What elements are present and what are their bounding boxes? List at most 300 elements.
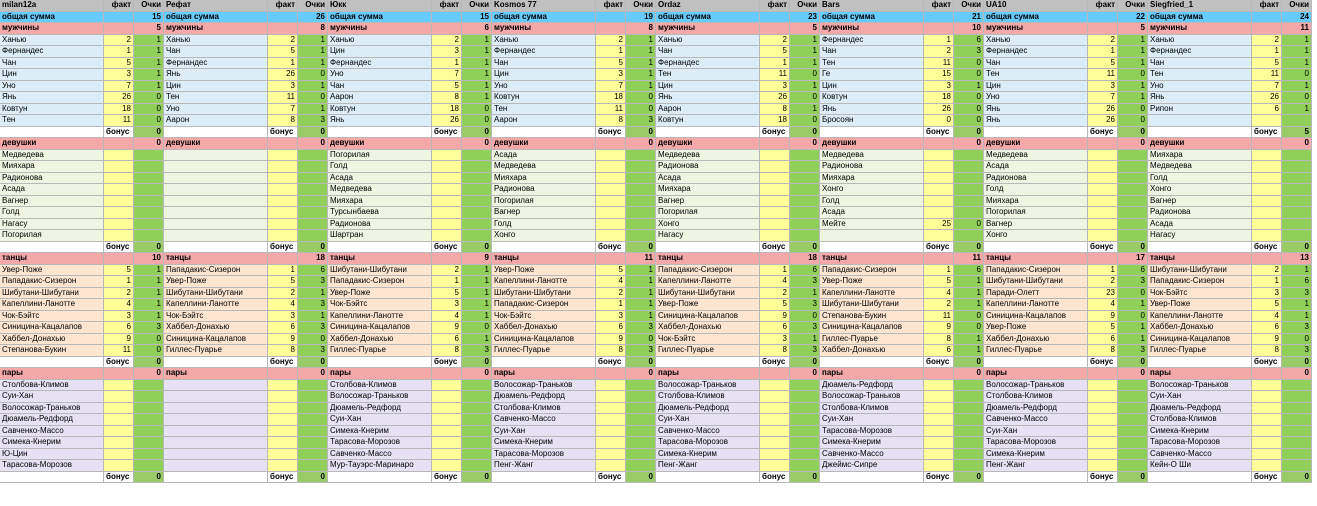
athlete-cell[interactable]: Капеллини-Ланотте [328, 311, 432, 323]
athlete-cell[interactable]: Голд [984, 184, 1088, 196]
points-cell[interactable] [626, 184, 656, 196]
section-header-dances[interactable]: танцы [492, 253, 596, 265]
athlete-cell[interactable]: Шибутани-Шибутани [1148, 265, 1252, 277]
fact-cell[interactable]: 4 [760, 276, 790, 288]
fact-cell[interactable]: 1 [596, 46, 626, 58]
points-cell[interactable]: 0 [298, 334, 328, 346]
points-cell[interactable]: 1 [462, 81, 492, 93]
fact-cell[interactable] [1252, 230, 1282, 242]
athlete-cell[interactable] [164, 437, 268, 449]
athlete-cell[interactable]: Нагасу [1148, 230, 1252, 242]
points-cell[interactable] [626, 380, 656, 392]
athlete-cell[interactable]: Ханью [1148, 35, 1252, 47]
athlete-cell[interactable]: Столбова-Климов [328, 380, 432, 392]
ochki-header-cell[interactable]: Очки [134, 0, 164, 12]
section-score-men[interactable]: 10 [954, 23, 984, 35]
points-cell[interactable] [462, 230, 492, 242]
fact-cell[interactable] [1088, 460, 1118, 472]
points-cell[interactable]: 1 [1118, 58, 1148, 70]
points-cell[interactable] [626, 414, 656, 426]
fact-cell[interactable]: 11 [760, 69, 790, 81]
fact-cell[interactable] [1088, 414, 1118, 426]
total-label-cell[interactable]: общая сумма [656, 12, 760, 24]
bonus-label-cell[interactable]: бонус [596, 127, 626, 139]
fact-cell[interactable]: 25 [924, 219, 954, 231]
section-header-pairs[interactable]: пары [328, 368, 432, 380]
athlete-cell[interactable]: Радионова [0, 173, 104, 185]
bonus-score-cell[interactable]: 0 [1118, 472, 1148, 484]
athlete-cell[interactable]: Суи-Хан [656, 414, 760, 426]
section-fakt-women[interactable] [104, 138, 134, 150]
athlete-cell[interactable]: Янь [984, 104, 1088, 116]
fact-cell[interactable]: 11 [268, 92, 298, 104]
points-cell[interactable] [1118, 414, 1148, 426]
section-score-dances[interactable]: 13 [1282, 253, 1312, 265]
athlete-cell[interactable]: Цин [984, 81, 1088, 93]
points-cell[interactable]: 1 [954, 299, 984, 311]
fact-cell[interactable] [1088, 184, 1118, 196]
player-name-cell[interactable]: Ordaz [656, 0, 760, 12]
points-cell[interactable]: 0 [1118, 115, 1148, 127]
athlete-cell[interactable]: Асада [984, 161, 1088, 173]
points-cell[interactable]: 0 [626, 92, 656, 104]
total-label-cell[interactable]: общая сумма [1148, 12, 1252, 24]
points-cell[interactable] [954, 173, 984, 185]
athlete-cell[interactable]: Ковтун [0, 104, 104, 116]
fakt-header-cell[interactable]: факт [1252, 0, 1282, 12]
fact-cell[interactable] [760, 380, 790, 392]
fact-cell[interactable] [596, 449, 626, 461]
athlete-cell[interactable]: Фернандес [984, 46, 1088, 58]
points-cell[interactable] [298, 230, 328, 242]
points-cell[interactable]: 0 [790, 311, 820, 323]
fact-cell[interactable] [432, 449, 462, 461]
fact-cell[interactable] [268, 426, 298, 438]
points-cell[interactable] [626, 449, 656, 461]
fact-cell[interactable]: 7 [1088, 92, 1118, 104]
points-cell[interactable] [626, 150, 656, 162]
athlete-cell[interactable]: Ханью [492, 35, 596, 47]
fact-cell[interactable] [924, 391, 954, 403]
fact-cell[interactable] [760, 219, 790, 231]
fact-cell[interactable]: 3 [268, 81, 298, 93]
points-cell[interactable] [954, 184, 984, 196]
athlete-cell[interactable]: Тен [164, 92, 268, 104]
athlete-cell[interactable]: Волосожар-Траньков [328, 391, 432, 403]
points-cell[interactable]: 0 [134, 115, 164, 127]
fact-cell[interactable] [268, 460, 298, 472]
points-cell[interactable] [462, 391, 492, 403]
points-cell[interactable]: 1 [298, 288, 328, 300]
fact-cell[interactable]: 2 [596, 288, 626, 300]
points-cell[interactable] [1282, 207, 1312, 219]
fact-cell[interactable] [924, 403, 954, 415]
fact-cell[interactable]: 8 [596, 345, 626, 357]
section-fakt-women[interactable] [760, 138, 790, 150]
athlete-cell[interactable]: Шибутани-Шибутани [492, 288, 596, 300]
points-cell[interactable] [298, 184, 328, 196]
fact-cell[interactable]: 4 [596, 276, 626, 288]
bonus-label-cell[interactable]: бонус [432, 357, 462, 369]
fact-cell[interactable] [432, 391, 462, 403]
points-cell[interactable]: 1 [790, 104, 820, 116]
fact-cell[interactable]: 5 [760, 46, 790, 58]
fact-cell[interactable] [1252, 115, 1282, 127]
fact-cell[interactable]: 3 [596, 311, 626, 323]
points-cell[interactable]: 0 [790, 69, 820, 81]
points-cell[interactable] [462, 161, 492, 173]
points-cell[interactable]: 1 [1282, 299, 1312, 311]
section-header-women[interactable]: девушки [1148, 138, 1252, 150]
section-score-dances[interactable]: 18 [790, 253, 820, 265]
fact-cell[interactable] [596, 150, 626, 162]
points-cell[interactable] [954, 207, 984, 219]
points-cell[interactable]: 1 [954, 81, 984, 93]
points-cell[interactable] [1282, 380, 1312, 392]
bonus-label-cell[interactable]: бонус [760, 357, 790, 369]
player-name-cell[interactable]: UA10 [984, 0, 1088, 12]
fact-cell[interactable]: 3 [760, 334, 790, 346]
athlete-cell[interactable]: Уно [1148, 81, 1252, 93]
bonus-score-cell[interactable]: 0 [790, 242, 820, 254]
athlete-cell[interactable]: Савченко-Массо [984, 414, 1088, 426]
bonus-spacer-cell[interactable] [0, 472, 104, 484]
fact-cell[interactable]: 2 [432, 265, 462, 277]
athlete-cell[interactable]: Синицина-Кацалапов [0, 322, 104, 334]
section-score-women[interactable]: 0 [626, 138, 656, 150]
points-cell[interactable]: 3 [298, 299, 328, 311]
athlete-cell[interactable]: Цин [492, 69, 596, 81]
points-cell[interactable]: 3 [298, 115, 328, 127]
athlete-cell[interactable]: Волосожар-Траньков [1148, 380, 1252, 392]
points-cell[interactable] [134, 426, 164, 438]
fakt-header-cell[interactable]: факт [596, 0, 626, 12]
fact-cell[interactable]: 1 [432, 58, 462, 70]
points-cell[interactable]: 1 [134, 265, 164, 277]
bonus-label-cell[interactable]: бонус [924, 472, 954, 484]
athlete-cell[interactable]: Савченко-Массо [492, 414, 596, 426]
bonus-label-cell[interactable]: бонус [1088, 127, 1118, 139]
athlete-cell[interactable]: Хонго [1148, 184, 1252, 196]
points-cell[interactable] [1118, 161, 1148, 173]
points-cell[interactable]: 0 [298, 69, 328, 81]
points-cell[interactable]: 1 [954, 334, 984, 346]
section-header-men[interactable]: мужчины [164, 23, 268, 35]
points-cell[interactable]: 1 [790, 46, 820, 58]
athlete-cell[interactable]: Симека-Кнерим [0, 437, 104, 449]
total-score-cell[interactable]: 26 [298, 12, 328, 24]
points-cell[interactable] [790, 184, 820, 196]
points-cell[interactable]: 3 [298, 276, 328, 288]
section-fakt-men[interactable] [596, 23, 626, 35]
points-cell[interactable]: 1 [626, 69, 656, 81]
points-cell[interactable] [1282, 437, 1312, 449]
fact-cell[interactable]: 18 [760, 115, 790, 127]
points-cell[interactable] [462, 150, 492, 162]
points-cell[interactable] [1282, 460, 1312, 472]
points-cell[interactable] [1282, 403, 1312, 415]
points-cell[interactable] [1118, 449, 1148, 461]
athlete-cell[interactable]: Бросоян [820, 115, 924, 127]
athlete-cell[interactable]: Чок-Бэйтс [1148, 288, 1252, 300]
points-cell[interactable]: 0 [954, 69, 984, 81]
athlete-cell[interactable]: Асада [0, 184, 104, 196]
fact-cell[interactable]: 5 [1088, 58, 1118, 70]
athlete-cell[interactable]: Нагасу [656, 230, 760, 242]
athlete-cell[interactable]: Столбова-Климов [984, 391, 1088, 403]
fact-cell[interactable]: 2 [760, 35, 790, 47]
section-score-pairs[interactable]: 0 [626, 368, 656, 380]
athlete-cell[interactable]: Тен [820, 58, 924, 70]
bonus-label-cell[interactable]: бонус [1252, 472, 1282, 484]
bonus-score-cell[interactable]: 0 [954, 472, 984, 484]
athlete-cell[interactable]: Фернандес [1148, 46, 1252, 58]
athlete-cell[interactable]: Капеллини-Ланотте [984, 299, 1088, 311]
section-fakt-men[interactable] [924, 23, 954, 35]
athlete-cell[interactable]: Волосожар-Траньков [492, 380, 596, 392]
athlete-cell[interactable]: Фернандес [820, 35, 924, 47]
fact-cell[interactable]: 8 [432, 92, 462, 104]
fact-cell[interactable]: 4 [1252, 311, 1282, 323]
athlete-cell[interactable]: Хаббел-Донахью [820, 345, 924, 357]
points-cell[interactable] [462, 196, 492, 208]
fact-cell[interactable] [104, 230, 134, 242]
athlete-cell[interactable]: Чан [164, 46, 268, 58]
points-cell[interactable]: 3 [626, 322, 656, 334]
bonus-spacer-cell[interactable] [164, 242, 268, 254]
section-header-men[interactable]: мужчины [328, 23, 432, 35]
points-cell[interactable] [1282, 426, 1312, 438]
fact-cell[interactable]: 5 [432, 81, 462, 93]
fact-cell[interactable] [268, 161, 298, 173]
fact-cell[interactable]: 2 [1088, 35, 1118, 47]
bonus-label-cell[interactable]: бонус [432, 242, 462, 254]
athlete-cell[interactable]: Симека-Кнерим [656, 449, 760, 461]
athlete-cell[interactable]: Ханью [656, 35, 760, 47]
fact-cell[interactable] [596, 219, 626, 231]
bonus-label-cell[interactable]: бонус [1252, 242, 1282, 254]
fact-cell[interactable]: 1 [1088, 265, 1118, 277]
fact-cell[interactable] [1252, 196, 1282, 208]
points-cell[interactable] [1118, 173, 1148, 185]
athlete-cell[interactable]: Тарасова-Морозов [820, 426, 924, 438]
athlete-cell[interactable]: Мияхара [656, 184, 760, 196]
points-cell[interactable] [298, 403, 328, 415]
athlete-cell[interactable]: Суи-Хан [0, 391, 104, 403]
points-cell[interactable]: 1 [626, 311, 656, 323]
athlete-cell[interactable]: Волосожар-Траньков [820, 391, 924, 403]
athlete-cell[interactable]: Ковтун [328, 104, 432, 116]
athlete-cell[interactable]: Симека-Кнерим [328, 426, 432, 438]
athlete-cell[interactable]: Уно [164, 104, 268, 116]
fakt-header-cell[interactable]: факт [104, 0, 134, 12]
fact-cell[interactable] [760, 173, 790, 185]
section-header-men[interactable]: мужчины [492, 23, 596, 35]
athlete-cell[interactable]: Цин [820, 81, 924, 93]
bonus-score-cell[interactable]: 0 [134, 472, 164, 484]
athlete-cell[interactable]: Янь [328, 115, 432, 127]
bonus-label-cell[interactable]: бонус [760, 242, 790, 254]
athlete-cell[interactable]: Вагнер [1148, 196, 1252, 208]
points-cell[interactable]: 0 [298, 92, 328, 104]
bonus-label-cell[interactable]: бонус [924, 242, 954, 254]
points-cell[interactable] [790, 150, 820, 162]
ochki-header-cell[interactable]: Очки [790, 0, 820, 12]
points-cell[interactable]: 1 [954, 276, 984, 288]
athlete-cell[interactable]: Джеймс-Сипре [820, 460, 924, 472]
fact-cell[interactable]: 3 [432, 46, 462, 58]
total-score-cell[interactable]: 23 [790, 12, 820, 24]
points-cell[interactable]: 1 [1282, 58, 1312, 70]
athlete-cell[interactable]: Столбова-Климов [820, 403, 924, 415]
athlete-cell[interactable] [164, 380, 268, 392]
bonus-spacer-cell[interactable] [492, 242, 596, 254]
player-name-cell[interactable]: milan12a [0, 0, 104, 12]
section-score-dances[interactable]: 9 [462, 253, 492, 265]
fact-cell[interactable] [1088, 391, 1118, 403]
points-cell[interactable]: 1 [626, 35, 656, 47]
athlete-cell[interactable] [164, 150, 268, 162]
athlete-cell[interactable]: Пенг-Жанг [492, 460, 596, 472]
points-cell[interactable]: 1 [134, 311, 164, 323]
section-score-women[interactable]: 0 [1282, 138, 1312, 150]
fact-cell[interactable] [432, 184, 462, 196]
points-cell[interactable] [1282, 161, 1312, 173]
athlete-cell[interactable]: Аарон [656, 104, 760, 116]
athlete-cell[interactable]: Увер-Пожe [0, 265, 104, 277]
fact-cell[interactable] [1252, 173, 1282, 185]
fact-cell[interactable]: 8 [1252, 345, 1282, 357]
bonus-label-cell[interactable]: бонус [268, 357, 298, 369]
athlete-cell[interactable]: Ханью [164, 35, 268, 47]
fact-cell[interactable]: 8 [268, 115, 298, 127]
bonus-spacer-cell[interactable] [492, 472, 596, 484]
fact-cell[interactable]: 7 [104, 81, 134, 93]
fact-cell[interactable]: 3 [104, 311, 134, 323]
points-cell[interactable]: 1 [790, 288, 820, 300]
athlete-cell[interactable]: Голд [1148, 173, 1252, 185]
athlete-cell[interactable]: Цин [328, 46, 432, 58]
athlete-cell[interactable]: Синицина-Кацалапов [164, 334, 268, 346]
athlete-cell[interactable]: Мияхара [328, 196, 432, 208]
points-cell[interactable] [790, 460, 820, 472]
section-header-pairs[interactable]: пары [1148, 368, 1252, 380]
athlete-cell[interactable] [164, 207, 268, 219]
bonus-spacer-cell[interactable] [328, 242, 432, 254]
points-cell[interactable] [134, 449, 164, 461]
points-cell[interactable] [462, 380, 492, 392]
fact-cell[interactable] [924, 449, 954, 461]
bonus-spacer-cell[interactable] [0, 242, 104, 254]
points-cell[interactable]: 3 [134, 322, 164, 334]
points-cell[interactable] [1282, 414, 1312, 426]
fact-cell[interactable] [104, 207, 134, 219]
points-cell[interactable]: 1 [1118, 46, 1148, 58]
total-score-cell[interactable]: 15 [462, 12, 492, 24]
fact-cell[interactable] [760, 449, 790, 461]
fact-cell[interactable] [432, 437, 462, 449]
section-fakt-pairs[interactable] [596, 368, 626, 380]
fact-cell[interactable] [432, 219, 462, 231]
fact-cell[interactable] [104, 219, 134, 231]
athlete-cell[interactable]: Цин [0, 69, 104, 81]
points-cell[interactable]: 1 [134, 276, 164, 288]
section-fakt-men[interactable] [104, 23, 134, 35]
section-score-women[interactable]: 0 [134, 138, 164, 150]
fact-cell[interactable]: 9 [268, 334, 298, 346]
athlete-cell[interactable]: Янь [1148, 92, 1252, 104]
bonus-label-cell[interactable]: бонус [924, 127, 954, 139]
points-cell[interactable]: 3 [790, 322, 820, 334]
athlete-cell[interactable]: Тен [0, 115, 104, 127]
points-cell[interactable]: 6 [1282, 276, 1312, 288]
bonus-spacer-cell[interactable] [984, 357, 1088, 369]
fact-cell[interactable]: 6 [268, 322, 298, 334]
bonus-score-cell[interactable]: 0 [954, 127, 984, 139]
fact-cell[interactable]: 4 [924, 288, 954, 300]
athlete-cell[interactable]: Чок-Бэйтс [0, 311, 104, 323]
fact-cell[interactable]: 1 [924, 265, 954, 277]
athlete-cell[interactable]: Ханью [0, 35, 104, 47]
points-cell[interactable]: 0 [1282, 92, 1312, 104]
athlete-cell[interactable]: Тен [984, 69, 1088, 81]
athlete-cell[interactable]: Фернандес [656, 58, 760, 70]
section-fakt-women[interactable] [1252, 138, 1282, 150]
fact-cell[interactable]: 2 [924, 299, 954, 311]
fact-cell[interactable]: 7 [432, 69, 462, 81]
athlete-cell[interactable]: Увер-Поже [656, 299, 760, 311]
fact-cell[interactable]: 1 [268, 58, 298, 70]
athlete-cell[interactable]: Синицина-Кацалапов [984, 311, 1088, 323]
bonus-score-cell[interactable]: 0 [790, 127, 820, 139]
player-name-cell[interactable]: Kosmos 77 [492, 0, 596, 12]
total-fakt-cell[interactable] [924, 12, 954, 24]
points-cell[interactable]: 3 [626, 345, 656, 357]
fact-cell[interactable]: 2 [596, 35, 626, 47]
ochki-header-cell[interactable]: Очки [298, 0, 328, 12]
athlete-cell[interactable]: Янь [984, 115, 1088, 127]
athlete-cell[interactable]: Хаббел-Донахью [0, 334, 104, 346]
section-header-women[interactable]: девушки [328, 138, 432, 150]
fact-cell[interactable] [924, 184, 954, 196]
points-cell[interactable]: 1 [626, 265, 656, 277]
bonus-label-cell[interactable]: бонус [104, 127, 134, 139]
athlete-cell[interactable]: Хаббел-Донахью [164, 322, 268, 334]
athlete-cell[interactable]: Мияхара [0, 161, 104, 173]
points-cell[interactable] [790, 196, 820, 208]
points-cell[interactable]: 0 [1118, 69, 1148, 81]
points-cell[interactable] [1282, 219, 1312, 231]
athlete-cell[interactable]: Капеллини-Ланотте [164, 299, 268, 311]
points-cell[interactable]: 1 [1118, 35, 1148, 47]
bonus-score-cell[interactable]: 0 [790, 472, 820, 484]
fact-cell[interactable] [104, 173, 134, 185]
athlete-cell[interactable]: Шартран [328, 230, 432, 242]
athlete-cell[interactable] [164, 219, 268, 231]
fact-cell[interactable] [104, 391, 134, 403]
athlete-cell[interactable]: Чан [492, 58, 596, 70]
bonus-spacer-cell[interactable] [820, 357, 924, 369]
athlete-cell[interactable]: Голд [820, 196, 924, 208]
section-header-women[interactable]: девушки [492, 138, 596, 150]
athlete-cell[interactable]: Фернандес [328, 58, 432, 70]
athlete-cell[interactable]: Хаббел-Донахью [1148, 322, 1252, 334]
bonus-score-cell[interactable]: 0 [462, 242, 492, 254]
points-cell[interactable] [462, 449, 492, 461]
fact-cell[interactable]: 1 [104, 276, 134, 288]
athlete-cell[interactable]: Хаббел-Донахью [492, 322, 596, 334]
bonus-spacer-cell[interactable] [164, 127, 268, 139]
